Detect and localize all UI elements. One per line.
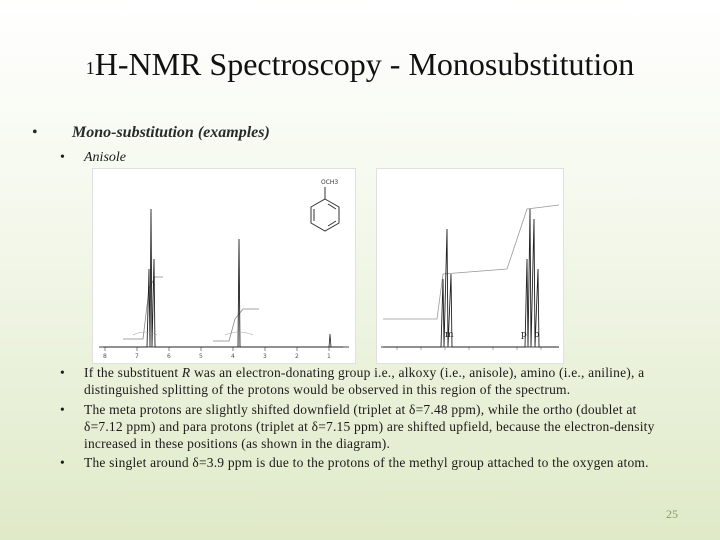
delta-symbol: δ <box>84 418 91 434</box>
bullet-dot: • <box>32 124 38 141</box>
bullet-text: =7.48 ppm), while the ortho (doublet at <box>415 401 637 417</box>
axis-tick: 7 <box>135 353 139 360</box>
bullet-text: =7.12 ppm) and para protons (triplet at <box>90 418 312 434</box>
peak-label-meta: m <box>445 330 454 340</box>
axis-tick: 2 <box>295 353 299 360</box>
bullet-text: The meta protons are slightly shifted downfield (triplet at <box>84 401 410 417</box>
delta-symbol: δ <box>409 401 416 417</box>
bullet-text: The singlet around <box>84 455 193 471</box>
page-title <box>0 44 720 84</box>
bullet-text: =7.15 ppm) are shifted upfield, because the electron-density increased in these positions (as shown in the diagram). <box>84 418 655 452</box>
bullet-text: If the substituent <box>84 365 182 380</box>
page-number: 25 <box>666 507 678 521</box>
bullet-text: was an electron-donating group i.e., alkoxy (i.e., anisole), amino (i.e., aniline), a distinguished splitting of the protons would be observed in this region of the spectrum. <box>84 365 645 398</box>
title-text: H-NMR Spectroscopy - Monosubstitution <box>94 46 635 82</box>
axis-tick: 4 <box>231 353 235 360</box>
peak-label-ortho: o <box>534 330 540 340</box>
structure-label: OCH3 <box>321 179 339 186</box>
axis-tick: 6 <box>167 353 171 360</box>
bullet-dot: • <box>60 455 65 471</box>
bullet-text-italic: R <box>181 365 191 380</box>
bullet-level1-text: Mono-substitution (examples) <box>72 124 270 141</box>
bullet-text: =3.9 ppm is due to the protons of the methyl group attached to the oxygen atom. <box>198 455 649 471</box>
delta-symbol: δ <box>311 418 319 434</box>
delta-symbol: δ <box>192 455 199 471</box>
nmr-spectrum-aromatic-zoom <box>376 168 564 364</box>
title-superscript: 1 <box>85 58 95 78</box>
anisole-structure <box>311 187 339 231</box>
bullet-dot: • <box>60 401 65 417</box>
axis-tick: 3 <box>263 353 267 360</box>
bullet-item <box>60 401 660 453</box>
axis-tick: 5 <box>199 353 203 360</box>
nmr-spectrum-full <box>92 168 356 364</box>
explanation-bullets <box>60 364 660 474</box>
bullet-dot: • <box>60 150 65 165</box>
axis-tick: 8 <box>103 353 107 360</box>
axis-tick: 1 <box>327 353 331 360</box>
bullet-item <box>60 454 660 471</box>
bullet-level2-text: Anisole <box>84 150 126 165</box>
bullet-dot: • <box>60 365 65 380</box>
bullet-item <box>60 364 660 399</box>
peak-label-para: p <box>521 330 527 340</box>
